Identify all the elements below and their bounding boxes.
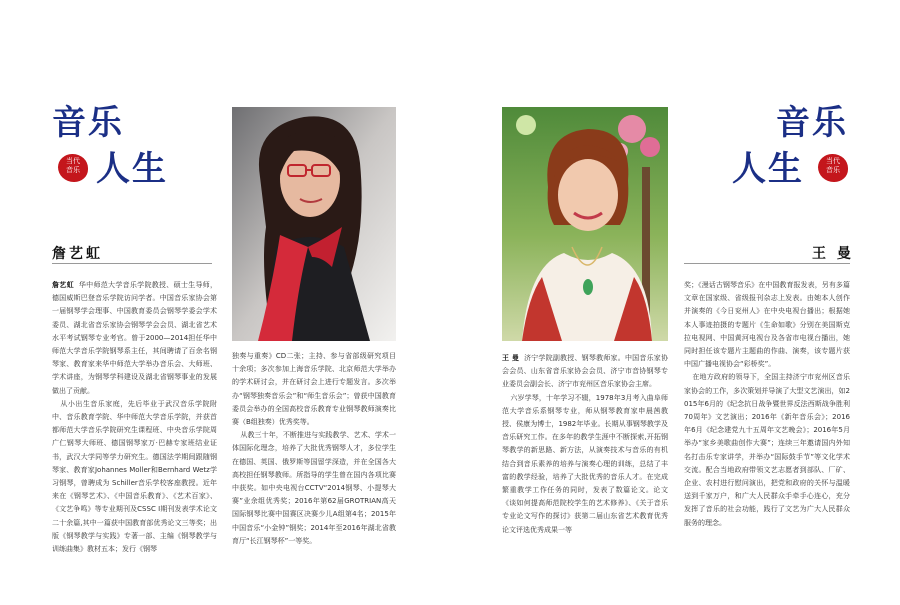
body-paragraph: 在地方政府的领导下，全国主持济宁市兖州区音乐家协会的工作，多次策划并导演了大型文艺演出，如2015年6月的《纪念抗日战争暨世界反法西斯战争胜利70周年》文艺演出；2016年《新年音乐会》；2016年6月《纪念建党九十五周年文艺晚会》；2016年5月举办“家乡美歌曲创作大赛”；连续三年邀请国内外知名打击乐专家讲学，并举办“国际鼓手节”等文化学术交流。配合当地政府带领文艺志愿者到部队、厂矿、企业、农村进行慰问演出，把党和政府的关怀与温暖送到千家万户，和广大人民群众手牵手心连心，充分发挥了音乐的社会功能，践行了文艺为广大人民群众服务的理念。 bbox=[684, 373, 850, 527]
left-article-column-1 bbox=[52, 279, 217, 556]
series-logo-left bbox=[52, 103, 182, 206]
seal-stamp-icon: 当代 音乐 bbox=[58, 154, 88, 182]
portrait-photo-right bbox=[502, 107, 668, 341]
left-article-column-2 bbox=[232, 350, 396, 548]
name-lead: 詹艺虹 bbox=[52, 281, 74, 289]
logo-title-line2: 人生 bbox=[96, 149, 168, 189]
body-paragraph: 独奏与重奏》CD二张；主持、参与省部级研究项目十余项；多次参加上海音乐学院、北京师范大学举办的学术研讨会，并在研讨会上进行专题发言。多次举办“钢琴独奏音乐会”和“师生音乐会”；曾获中国教育委员会举办的全国高校音乐教育专业钢琴教师演奏比赛（B组独奏）优秀奖等。 bbox=[232, 352, 396, 427]
body-paragraph: 奖；《漫话古钢琴音乐》在中国教育报发表，另有多篇文章在国家级、省级报刊杂志上发表。由她本人创作并演奏的《今日兖州人》在中央电视台播出；根据她本人事迹拍摄的专题片《生命如歌》分别在美国斯克拉电视网、中国黄河电视台及各省市电视台播出，她同时担任该专题片主题曲的作曲、演奏，该专题片获中国广播电视协会“彩桥奖”。 bbox=[684, 281, 850, 369]
portrait-photo-left bbox=[232, 107, 396, 341]
body-paragraph: 从教三十年，不断推进与实践教学、艺术、学术一体国际化理念，培养了大批优秀钢琴人才，多位学生在德国、英国、俄罗斯等国留学深造，并在全国各大高校担任钢琴教师。所指导的学生曾在国内各项比赛中获奖。如中央电视台CCTV“2014钢琴、小提琴大赛”业余组优秀奖；2016年第62届GROTRIAN高天国际钢琴比赛中国赛区决赛少儿A组第4名；2015年中国音乐“小金钟”钢奖；2014年至2016年湖北省教育厅“长江钢琴杯”一等奖。 bbox=[232, 431, 396, 545]
body-paragraph: 济宁学院副教授、钢琴教师家。中国音乐家协会会员、山东省音乐家协会会员、济宁市音协钢琴专业委员会副会长、济宁市兖州区音乐家协会主席。 bbox=[502, 354, 669, 389]
body-paragraph: 六岁学琴，十年学习不辍，1978年3月考入曲阜师范大学音乐系钢琴专业，师从钢琴教育家申晨茜教授、侯康为博士，1982年毕业。长期从事钢琴教学及音乐研究工作。在多年的教学生涯中不断探索,开拓钢琴教学的新思路、新方法，从演奏技术与音乐的有机结合到音乐素养的培养与演奏心理的训练，总结了丰富的教学经验，培养了大批优秀的音乐人才。在完成繁重教学工作任务的同时，发表了数篇论文。论文《谈如何提高师范院校学生的艺术修养》、《关于音乐专业论文写作的探讨》获第二届山东省艺术教育优秀论文评选优秀成果一等 bbox=[502, 393, 668, 534]
right-article-column-1 bbox=[502, 352, 668, 537]
name-divider bbox=[684, 263, 850, 264]
logo-title-line1: 音乐 bbox=[776, 103, 848, 143]
logo-title-line2: 人生 bbox=[732, 149, 804, 189]
body-paragraph: 从小出生音乐家庭，先后毕业于武汉音乐学院附中、音乐教育学院、华中师范大学音乐学院，并获首都师范大学音乐学院研究生课程班、中央音乐学院周广仁钢琴大师班、德国钢琴家万·巴赫专家班结业证书，武汉大学同等学力研究生。德国法学期间跟随钢琴家、教育家Johannes Moller和Bernhard Wetz学习钢琴，曾聘成为 Schiller音乐学校客座教授。近年来在《钢琴艺术》、《中国音乐教育》、《艺术百家》、《文艺争鸣》等专业期刊及CSSC I期刊发表学术论文二十余篇,其中一篇获中国教育部优秀论文三等奖；出版《钢琴教学与实践》专著一部、主编《钢琴教学与训练曲集》教材五本；发行《钢琴 bbox=[52, 399, 217, 554]
right-article-column-2 bbox=[684, 279, 850, 530]
profile-name: 王 曼 bbox=[812, 246, 854, 262]
body-paragraph: 华中师范大学音乐学院教授、硕士生导师，德国威斯巴登音乐学院访问学者。中国音乐家协会第一届钢琴学会理事、中国教育委员会钢琴学委会学术委员、湖北省音乐家协会钢琴学会会员、湖北省艺术水平考试钢琴专业考官。曾于2000—2014担任华中师范大学音乐学院钢琴系主任，其间聘请了百余名钢琴家、教育家来华中师范大学举办音乐会、大师班、学术讲座，为钢琴学科建设及湖北省钢琴事业的发展做出了贡献。 bbox=[52, 281, 218, 395]
logo-title-line1: 音乐 bbox=[52, 103, 124, 143]
profile-name: 詹艺虹 bbox=[52, 246, 103, 262]
right-page bbox=[450, 0, 900, 605]
seal-stamp-icon: 当代 音乐 bbox=[818, 154, 848, 182]
series-logo-right bbox=[732, 103, 900, 206]
name-divider bbox=[52, 263, 212, 264]
name-lead: 王 曼 bbox=[502, 354, 520, 362]
